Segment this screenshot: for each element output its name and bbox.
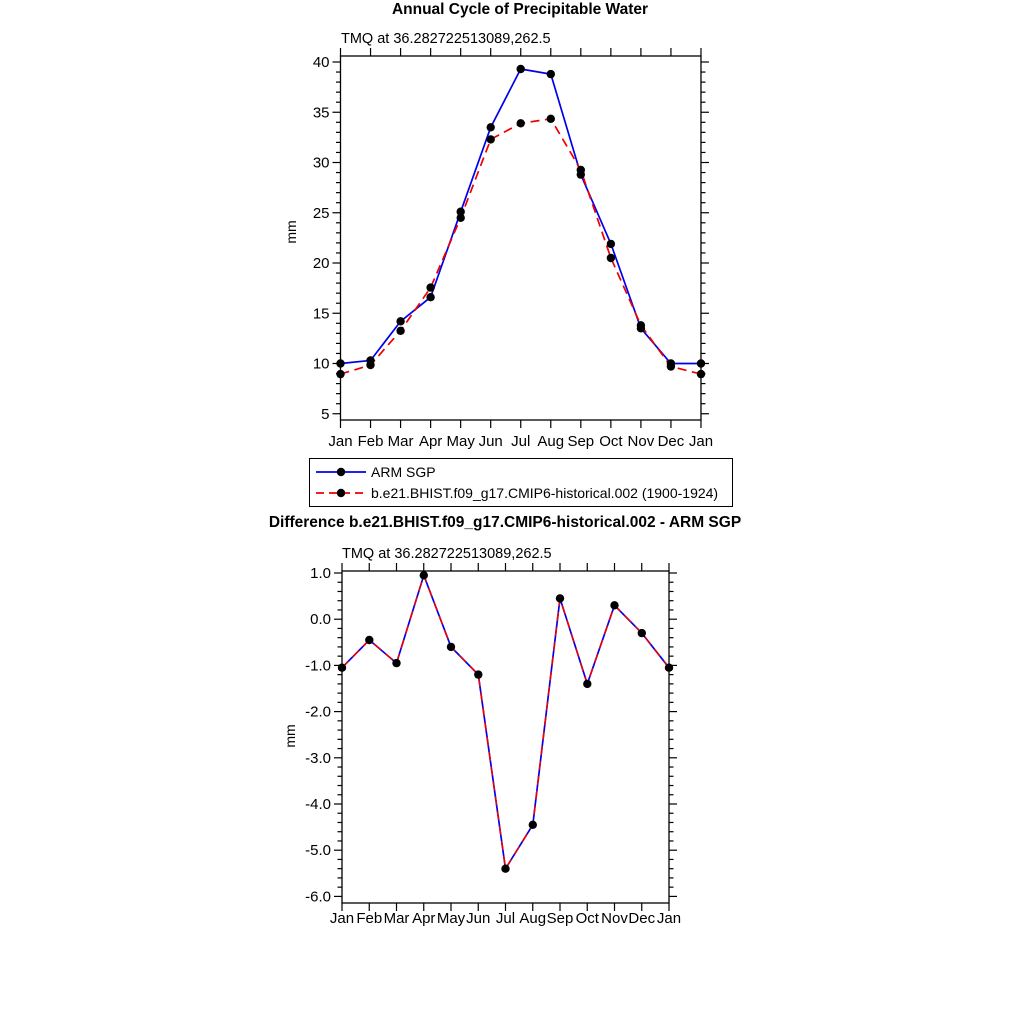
x-tick-label: May xyxy=(446,433,475,450)
legend-label-arm-sgp: ARM SGP xyxy=(371,464,436,480)
annual-cycle-plot-tick-labels xyxy=(313,54,713,450)
annual-cycle-plot-ticks xyxy=(333,48,709,428)
x-tick-label: Feb xyxy=(357,433,384,450)
x-tick-label: Jan xyxy=(329,910,355,927)
data-point-marker xyxy=(457,214,465,222)
data-point-marker xyxy=(607,240,615,248)
data-point-marker xyxy=(547,70,555,78)
chart2-subtitle: TMQ at 36.282722513089,262.5 xyxy=(342,546,552,562)
chart1-title: Annual Cycle of Precipitable Water xyxy=(391,1,649,18)
y-tick-label: -1.0 xyxy=(305,657,331,675)
data-point-marker xyxy=(556,594,564,602)
difference-plot-ticks xyxy=(334,563,677,911)
data-point-marker xyxy=(392,659,400,667)
data-point-marker xyxy=(474,670,482,678)
difference-plot-tick-labels xyxy=(305,565,681,927)
x-tick-label: Jan xyxy=(688,433,714,450)
chart1-legend xyxy=(309,458,733,507)
x-tick-label: Aug xyxy=(519,910,547,927)
legend-line-sample-dashed xyxy=(314,485,368,501)
data-point-marker xyxy=(610,601,618,609)
difference-plot-line-overlay xyxy=(342,575,669,868)
y-tick-label: 1.0 xyxy=(310,565,331,582)
x-tick-label: Oct xyxy=(575,910,599,927)
data-point-marker xyxy=(637,321,645,329)
x-tick-label: Jun xyxy=(478,433,503,450)
data-point-marker xyxy=(607,254,615,262)
legend-row-arm-sgp xyxy=(314,462,732,483)
data-point-marker xyxy=(336,370,344,378)
data-point-marker xyxy=(426,283,434,291)
y-tick-label: -2.0 xyxy=(305,703,331,721)
x-tick-label: Mar xyxy=(383,910,410,927)
y-tick-label: -3.0 xyxy=(305,749,331,767)
x-tick-label: Oct xyxy=(599,433,623,450)
data-point-marker xyxy=(547,115,555,123)
legend-marker-dot-icon xyxy=(337,489,345,497)
x-tick-label: Dec xyxy=(628,910,656,927)
data-point-marker xyxy=(697,370,705,378)
data-point-marker xyxy=(487,123,495,131)
x-tick-label: Jul xyxy=(511,433,531,450)
difference-plot-line xyxy=(342,575,669,868)
data-point-marker xyxy=(336,359,344,367)
x-tick-label: Jun xyxy=(466,910,491,927)
x-tick-label: Dec xyxy=(657,433,685,450)
chart1-y-axis-label: mm xyxy=(283,220,299,244)
data-point-marker xyxy=(577,166,585,174)
legend-label-model: b.e21.BHIST.f09_g17.CMIP6-historical.002 (1900-1924) xyxy=(371,485,719,501)
difference-plot-markers xyxy=(338,571,673,873)
legend-row-model xyxy=(314,483,732,504)
y-tick-label: 20 xyxy=(312,255,330,272)
data-point-marker xyxy=(447,643,455,651)
y-tick-label: -5.0 xyxy=(305,842,331,860)
x-tick-label: Mar xyxy=(387,433,414,450)
data-point-marker xyxy=(583,680,591,688)
data-point-marker xyxy=(501,865,509,873)
x-tick-label: Sep xyxy=(567,433,595,450)
data-point-marker xyxy=(697,359,705,367)
x-tick-label: Apr xyxy=(412,910,436,927)
data-point-marker xyxy=(420,571,428,579)
annual-cycle-plot-markers xyxy=(336,65,705,368)
x-tick-label: Apr xyxy=(418,433,443,450)
legend-marker-dot-icon xyxy=(337,468,345,476)
y-tick-label: -4.0 xyxy=(305,796,331,813)
x-tick-label: Nov xyxy=(627,433,655,450)
data-point-marker xyxy=(667,362,675,370)
x-tick-label: May xyxy=(436,910,466,927)
annual-cycle-plot xyxy=(313,48,713,450)
chart2-title: Difference b.e21.BHIST.f09_g17.CMIP6-historical.002 - ARM SGP xyxy=(268,514,742,531)
data-point-marker xyxy=(517,65,525,73)
annual-cycle-plot-line xyxy=(341,69,702,364)
y-tick-label: 25 xyxy=(312,204,330,222)
x-tick-label: Feb xyxy=(356,910,383,927)
x-tick-label: Jul xyxy=(495,910,516,927)
difference-plot xyxy=(305,563,681,927)
x-tick-label: Jan xyxy=(328,433,353,450)
difference-plot-frame xyxy=(342,571,669,903)
data-point-marker xyxy=(396,327,404,335)
data-point-marker xyxy=(665,664,673,672)
data-point-marker xyxy=(396,317,404,325)
y-tick-label: 30 xyxy=(312,154,330,172)
data-point-marker xyxy=(366,361,374,369)
y-tick-label: 35 xyxy=(312,104,330,122)
y-tick-label: 40 xyxy=(312,54,330,71)
x-tick-label: Jan xyxy=(656,910,682,927)
y-tick-label: -6.0 xyxy=(305,888,331,906)
y-tick-label: 10 xyxy=(312,355,330,373)
x-tick-label: Sep xyxy=(546,910,574,927)
data-point-marker xyxy=(365,636,373,644)
chart2-y-axis-label: mm xyxy=(282,724,298,748)
legend-line-sample-solid xyxy=(314,464,368,480)
y-tick-label: 0.0 xyxy=(310,611,331,629)
annual-cycle-plot-frame xyxy=(341,56,701,420)
data-point-marker xyxy=(517,119,525,127)
x-tick-label: Nov xyxy=(601,910,628,927)
x-tick-label: Aug xyxy=(537,433,565,450)
y-tick-label: 5 xyxy=(321,405,330,423)
data-point-marker xyxy=(487,135,495,143)
data-point-marker xyxy=(638,629,646,637)
data-point-marker xyxy=(529,821,537,829)
data-point-marker xyxy=(338,664,346,672)
y-tick-label: 15 xyxy=(312,305,330,323)
data-point-marker xyxy=(426,293,434,301)
chart1-subtitle: TMQ at 36.282722513089,262.5 xyxy=(341,31,551,47)
